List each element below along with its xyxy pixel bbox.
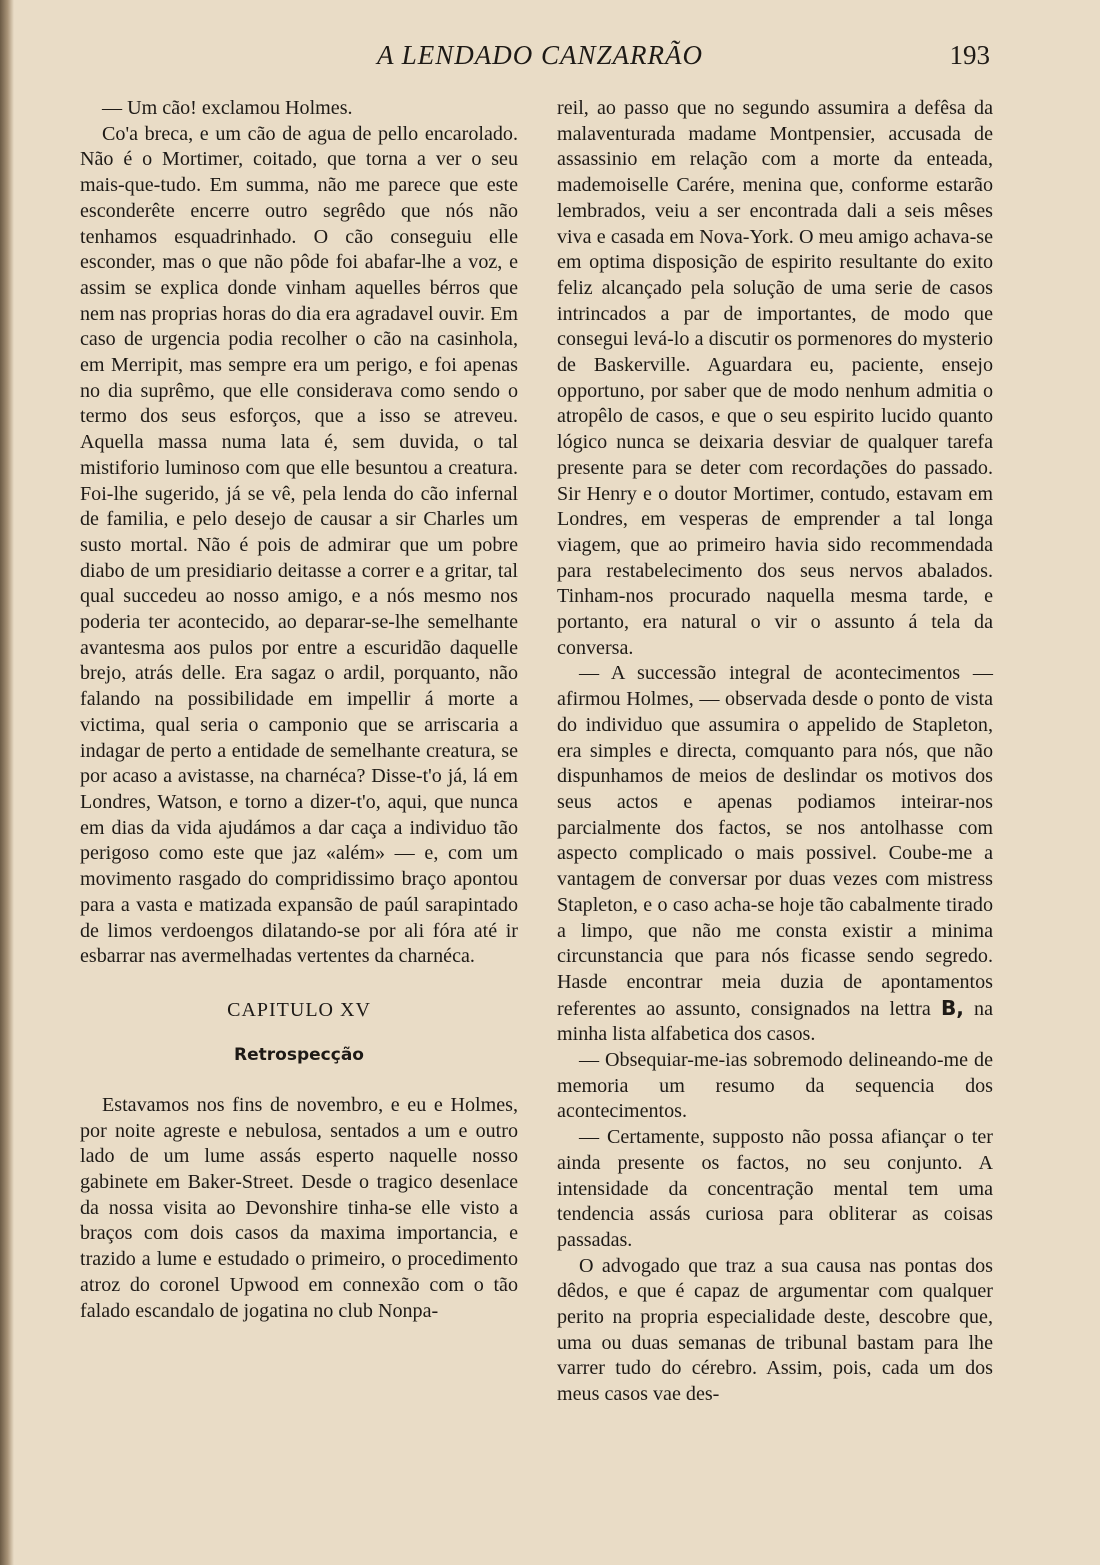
paragraph: reil, ao passo que no segundo assumira a defêsa da malaventurada madame Montpensier, accusada de assassinio em relação com a morte da enteada, mademoiselle Carére, menina que, conforme estarão lembrados, veiu a ser encontrada dali a seis mêses viva e casada em Nova-York. O meu amigo achava-se em optima disposição de espirito resultante do exito feliz alcançado pela solução de uma serie de casos intrincados a par de importantes, de modo que consegui levá-lo a discutir os pormenores do mysterio de Baskerville. Aguardara eu, paciente, ensejo opportuno, por saber que de modo nenhum admitia o atropêlo de casos, e que o seu espirito lucido quanto lógico nunca se deixaria desviar de qualquer tarefa presente para se deter com recordações do passado. Sir Henry e o doutor Mortimer, contudo, estavam em Londres, em vesperas de emprender a tal longa viagem, que ao primeiro havia sido recommendada para restabelecimento dos seus nervos abalados. Tinham-nos procurado naquella mesma tarde, e portanto, era natural o vir o assunto á tela da conversa. (557, 97, 993, 659)
running-title: A LENDADO CANZARRÃO (376, 40, 703, 70)
paragraph: — Um cão! exclamou Holmes. (102, 97, 353, 119)
paragraph: O advogado que traz a sua causa nas pontas dos dêdos, e que é capaz de argumentar com qualquer perito na propria especialidade deste, descobre que, uma ou duas semanas de tribunal bastam para lhe varrer tudo do cérebro. Assim, pois, cada um dos meus casos vae des- (557, 1254, 993, 1406)
paragraph: Estavamos nos fins de novembro, e eu e Holmes, por noite agreste e nebulosa, sentados a um e outro lado de um lume assás esperto naquelle nosso gabinete em Baker-Street. Desde o tragico desenlace da nossa visita ao Devonshire tinha-se elle visto a braços com dois casos da maxima importancia, e trazido a lume e estudado o primeiro, o procedimento atroz do coronel Upwood em connexão com o tão falado escandalo de jogatina no club Nonpa- (80, 1093, 518, 1322)
page-number: 193 (949, 40, 990, 70)
paragraph-text: — A successão integral de acontecimentos — afirmou Holmes, — observada desde o ponto de vista do individuo que assumira o appelido de Stapleton, era simples e directa, comquanto para nós, que não dispunhamos de meios de deslindar os motivos dos seus actos e apenas podiamos inteirar-nos parcialmente dos factos, se nos antolhasse com aspecto complicado o mais possivel. Coube-me a vantagem de conversar por duas vezes com mistress Stapleton, e o caso acha-se hoje tão cabalmente tirado a limpo, que não me consta existir a minima circunstancia que para nós ficasse sendo segredo. Hasde encontrar meia duzia de apontamentos referentes ao assunto, consignados na lettra (557, 662, 993, 1020)
paragraph: — Obsequiar-me-ias sobremodo delineando-me de memoria um resumo da sequencia dos acontecimentos. (557, 1049, 993, 1123)
paragraph: — Certamente, supposto não possa afiançar o ter ainda presente os factos, no seu conjunto. A intensidade da concentração mental tem uma tendencia assás curiosa para obliterar as coisas passadas. (557, 1126, 993, 1251)
paragraph (557, 661, 993, 1048)
paragraph-text: na minha lista alfabetica dos casos. (557, 997, 994, 1046)
chapter-title: CAPITULO XV (227, 998, 371, 1021)
paragraph: Co'a breca, e um cão de agua de pello encarolado. Não é o Mortimer, coitado, que torna a ver o seu mais-que-tudo. Em summa, não me parece que este esconderête encerre outro segrêdo que nós não tenhamos esquadrinhado. O cão conseguiu elle esconder, mas o que não pôde foi abafar-lhe a voz, e assim se explica donde vinham aquelles bérros que nem nas proprias horas do dia era agradavel ouvir. Em caso de urgencia podia recolher o cão na casinhola, em Merripit, mas sempre era um perigo, e foi apenas no dia suprêmo, que elle considerava como sendo o termo dos seus esforços, que a isso se atreveu. Aquella massa numa lata é, sem duvida, o tal mistiforio luminoso com que elle besuntou a creatura. Foi-lhe sugerido, já se vê, pela lenda do cão infernal de familia, e pelo desejo de causar a sir Charles um susto mortal. Não é pois de admirar que um pobre diabo de um presidiario deitasse a correr e a gritar, tal qual succedeu ao nosso amigo, e a nós mesmo nos poderia ter acontecido, ao deparar-se-lhe semelhante avantesma aos pulos por entre a escuridão daquelle brejo, atrás delle. Era sagaz o ardil, porquanto, não falando na possibilidade em impellir á morte a victima, qual seria o camponio que se arriscaria a indagar de perto a entidade de semelhante creatura, se por acaso a avistasse, na charnéca? Disse-t'o já, lá em Londres, Watson, e torno a dizer-t'o, aqui, que nunca em dias da vida ajudámos a dar caça a individuo tão perigoso como este que jaz «além» — e, com um movimento rasgado do compridissimo braço apontou para a vasta e matizada expansão de paúl sarapintado de limos verdoengos dilatando-se por ali fóra até ir esbarrar nas avermelhadas vertentes da charnéca. (80, 122, 518, 968)
left-column (80, 96, 518, 1324)
section-title: Retrospecção (234, 1044, 364, 1065)
right-column (557, 96, 993, 1408)
page-header (80, 40, 1000, 80)
bold-letter-b: B, (940, 995, 964, 1020)
page-binding-shadow (0, 0, 14, 1565)
